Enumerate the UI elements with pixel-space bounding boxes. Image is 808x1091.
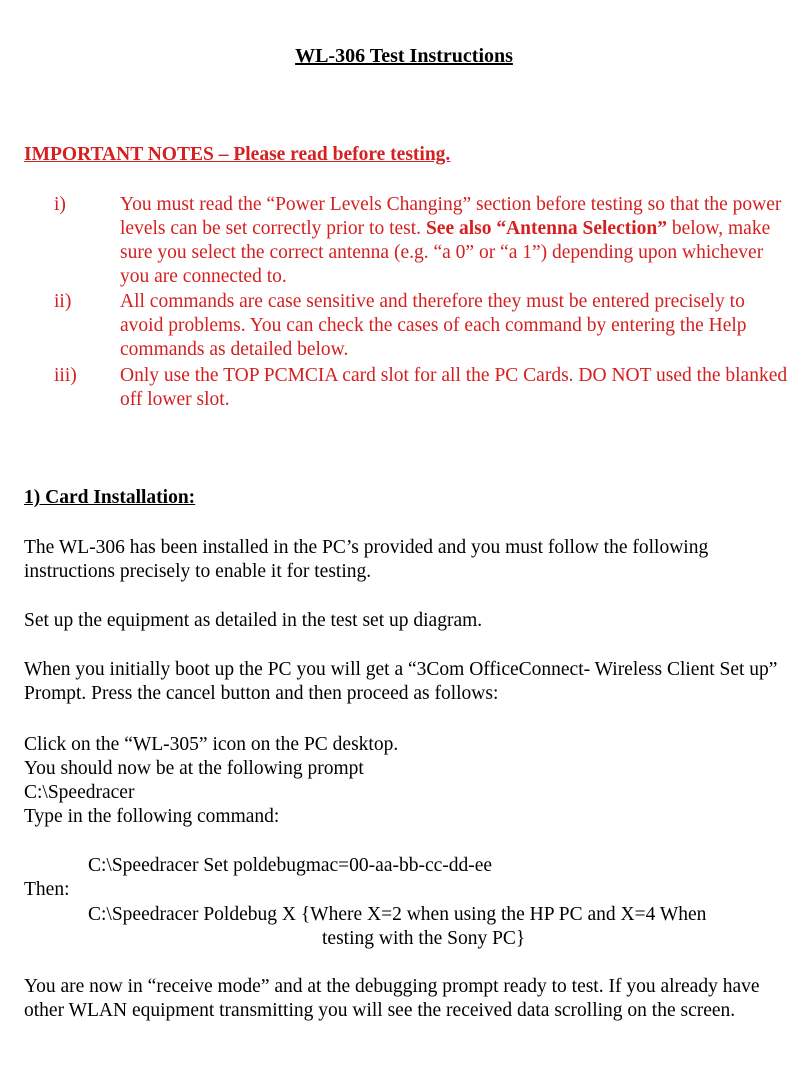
note-1-text-a: You must read the “Power Levels Changing” section before testing so that the power levels can be set correctly prior to test.: [120, 194, 782, 239]
line-prompt-note: You should now be at the following prompt: [24, 758, 364, 779]
note-3-number: iii): [54, 365, 77, 386]
note-1-number: i): [54, 194, 66, 215]
note-1-text-b: below, make sure you select the correct antenna (e.g. “a 0” or “a 1”) depending upon whichever you are connected to.: [120, 218, 771, 287]
line-prompt-path: C:\Speedracer: [24, 782, 135, 803]
important-notes-heading: IMPORTANT NOTES – Please read before testing.: [24, 144, 451, 165]
paragraph-receive-mode: You are now in “receive mode” and at the debugging prompt ready to test. If you already have other WLAN equipment transmitting you will see the received data scrolling on the screen.: [24, 976, 760, 1021]
command-set-mac: C:\Speedracer Set poldebugmac=00-aa-bb-cc-dd-ee: [88, 855, 493, 876]
note-3-text: Only use the TOP PCMCIA card slot for all the PC Cards. DO NOT used the blanked off lower slot.: [120, 365, 788, 410]
note-1-text-bold: See also “Antenna Selection”: [425, 218, 667, 239]
paragraph-setup-diagram: Set up the equipment as detailed in the test set up diagram.: [24, 610, 483, 631]
note-1-text: [120, 193, 790, 289]
note-2-number: ii): [54, 291, 72, 312]
command-poldebug: C:\Speedracer Poldebug X {Where X=2 when using the HP PC and X=4 When: [88, 904, 707, 925]
line-then: Then:: [24, 879, 70, 900]
command-poldebug-cont: testing with the Sony PC}: [322, 928, 526, 949]
section-card-installation-heading: 1) Card Installation:: [24, 487, 196, 508]
page-title: WL-306 Test Instructions: [295, 45, 513, 67]
paragraph-boot-prompt: When you initially boot up the PC you will get a “3Com OfficeConnect- Wireless Client Set up” Prompt. Press the cancel button and then proceed as follows:: [24, 659, 778, 704]
paragraph-installation-intro: The WL-306 has been installed in the PC’s provided and you must follow the following instructions precisely to enable it for testing.: [24, 537, 709, 582]
note-2-text: All commands are case sensitive and therefore they must be entered precisely to avoid problems. You can check the cases of each command by entering the Help commands as detailed below.: [120, 291, 747, 360]
line-click-icon: Click on the “WL-305” icon on the PC desktop.: [24, 734, 399, 755]
line-type-command: Type in the following command:: [24, 806, 280, 827]
